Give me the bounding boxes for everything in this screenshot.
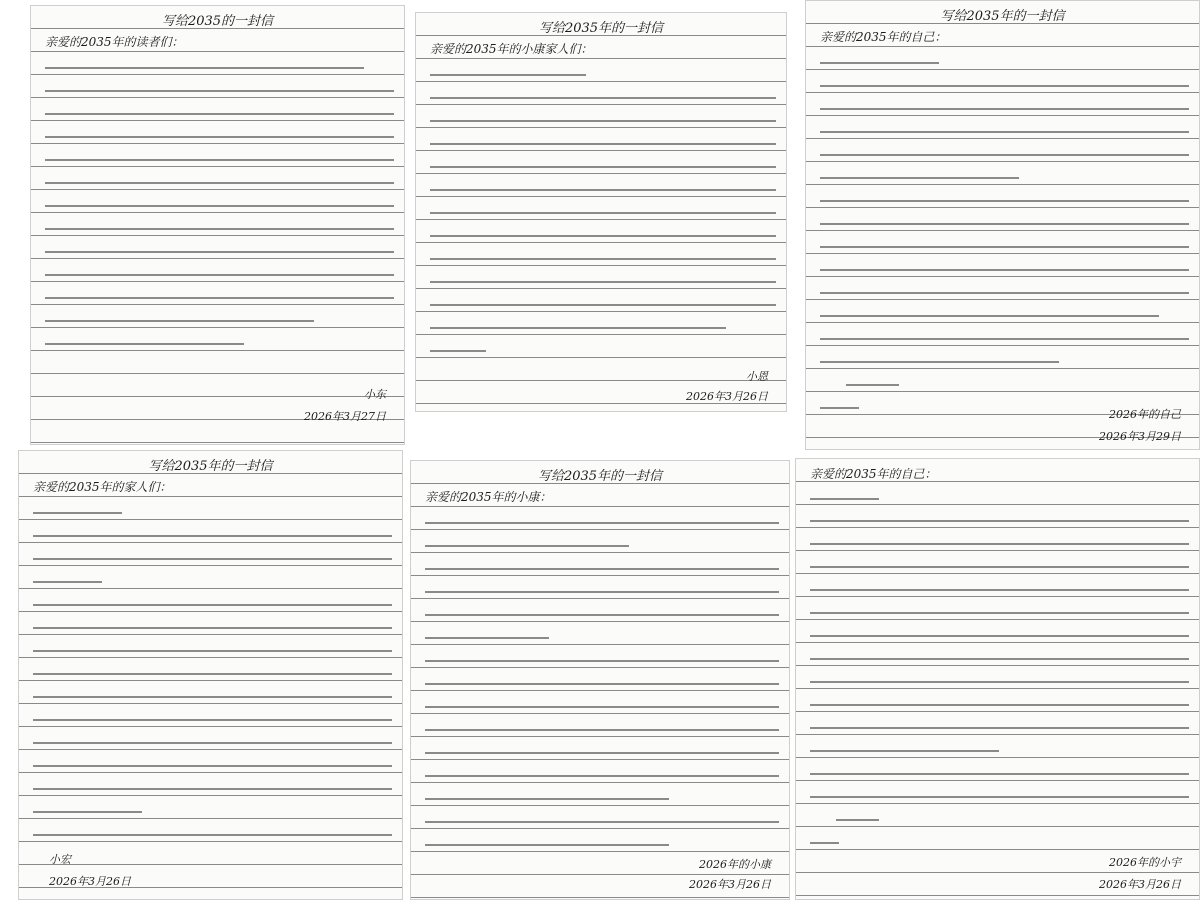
handwritten-line bbox=[425, 743, 779, 754]
handwritten-line bbox=[810, 833, 839, 844]
handwritten-line bbox=[430, 272, 776, 283]
handwritten-line bbox=[820, 191, 1189, 202]
letter-signature: 小东 bbox=[364, 388, 386, 401]
letter-greeting: 亲爱的2035年的自己： bbox=[810, 467, 937, 481]
handwritten-line bbox=[425, 605, 779, 616]
handwritten-line bbox=[33, 779, 392, 790]
letter-greeting: 亲爱的2035年的小康家人们： bbox=[430, 42, 593, 56]
handwritten-line bbox=[33, 526, 392, 537]
handwritten-line bbox=[430, 180, 776, 191]
handwritten-line bbox=[810, 741, 999, 752]
handwritten-line bbox=[45, 58, 364, 69]
handwritten-line bbox=[45, 242, 394, 253]
handwritten-line bbox=[45, 196, 394, 207]
handwritten-line bbox=[820, 122, 1189, 133]
letter-sheet-3 bbox=[805, 0, 1200, 450]
handwritten-line bbox=[33, 549, 392, 560]
letter-signature: 2026年的小康 bbox=[699, 858, 771, 871]
letter-date: 2026年3月29日 bbox=[1099, 430, 1181, 443]
handwritten-line bbox=[430, 111, 776, 122]
handwritten-line bbox=[45, 265, 394, 276]
handwritten-line bbox=[33, 664, 392, 675]
handwritten-line bbox=[45, 150, 394, 161]
handwritten-line bbox=[820, 260, 1189, 271]
handwritten-line bbox=[820, 214, 1189, 225]
letter-sheet-6 bbox=[795, 458, 1200, 900]
letter-sheet-1 bbox=[30, 5, 405, 445]
handwritten-line bbox=[45, 173, 394, 184]
handwritten-line bbox=[430, 203, 776, 214]
handwritten-line bbox=[430, 157, 776, 168]
letter-signature: 小宏 bbox=[49, 853, 71, 866]
handwritten-line bbox=[810, 649, 1189, 660]
handwritten-line bbox=[425, 766, 779, 777]
handwritten-line bbox=[820, 237, 1189, 248]
handwritten-line bbox=[45, 81, 394, 92]
handwritten-line bbox=[45, 127, 394, 138]
handwritten-line bbox=[425, 651, 779, 662]
handwritten-line bbox=[430, 318, 726, 329]
handwritten-line bbox=[430, 134, 776, 145]
letter-date: 2026年3月27日 bbox=[304, 410, 386, 423]
handwritten-line bbox=[820, 398, 859, 409]
handwritten-line bbox=[810, 489, 879, 500]
letter-greeting: 亲爱的2035年的家人们： bbox=[33, 480, 172, 494]
handwritten-line bbox=[820, 145, 1189, 156]
handwritten-line bbox=[45, 288, 394, 299]
handwritten-line bbox=[430, 341, 486, 352]
handwritten-line bbox=[425, 812, 779, 823]
handwritten-line bbox=[425, 559, 779, 570]
handwritten-line bbox=[810, 787, 1189, 798]
handwritten-line bbox=[430, 249, 776, 260]
handwritten-line bbox=[820, 329, 1189, 340]
handwritten-line bbox=[836, 810, 879, 821]
handwritten-line bbox=[810, 557, 1189, 568]
letter-date: 2026年3月26日 bbox=[1099, 878, 1181, 891]
handwritten-line bbox=[820, 53, 939, 64]
handwritten-line bbox=[425, 697, 779, 708]
handwritten-line bbox=[820, 76, 1189, 87]
handwritten-line bbox=[425, 720, 779, 731]
letter-sheet-4 bbox=[18, 450, 403, 900]
handwritten-line bbox=[33, 687, 392, 698]
handwritten-line bbox=[810, 603, 1189, 614]
handwritten-line bbox=[33, 825, 392, 836]
letter-date: 2026年3月26日 bbox=[689, 878, 771, 891]
letter-title: 写给2035年的一封信 bbox=[940, 9, 1065, 24]
handwritten-line bbox=[846, 375, 899, 386]
letter-date: 2026年3月26日 bbox=[686, 390, 768, 403]
handwritten-line bbox=[810, 672, 1189, 683]
handwritten-line bbox=[810, 580, 1189, 591]
handwritten-line bbox=[425, 536, 629, 547]
handwritten-line bbox=[810, 764, 1189, 775]
handwritten-line bbox=[33, 595, 392, 606]
handwritten-line bbox=[820, 99, 1189, 110]
handwritten-line bbox=[33, 710, 392, 721]
handwritten-line bbox=[45, 104, 394, 115]
handwritten-line bbox=[820, 352, 1059, 363]
letter-title: 写给2035年的一封信 bbox=[538, 21, 664, 36]
handwritten-line bbox=[425, 582, 779, 593]
handwritten-line bbox=[33, 572, 102, 583]
handwritten-line bbox=[820, 168, 1019, 179]
handwritten-line bbox=[425, 674, 779, 685]
letter-sheet-5 bbox=[410, 460, 790, 900]
letter-greeting: 亲爱的2035年的自己： bbox=[820, 30, 947, 44]
handwritten-line bbox=[425, 628, 549, 639]
handwritten-line bbox=[45, 219, 394, 230]
letter-title: 写给2035年的一封信 bbox=[537, 469, 663, 484]
handwritten-line bbox=[810, 534, 1189, 545]
letter-greeting: 亲爱的2035年的读者们： bbox=[45, 35, 184, 49]
letter-signature: 2026年的小宇 bbox=[1109, 856, 1181, 869]
letter-greeting: 亲爱的2035年的小康： bbox=[425, 490, 552, 504]
handwritten-line bbox=[820, 283, 1189, 294]
letter-title: 写给2035的一封信 bbox=[161, 14, 274, 29]
handwritten-line bbox=[430, 295, 776, 306]
handwritten-line bbox=[33, 733, 392, 744]
handwritten-line bbox=[33, 802, 142, 813]
handwritten-line bbox=[33, 503, 122, 514]
letter-date: 2026年3月26日 bbox=[49, 875, 131, 888]
handwritten-line bbox=[820, 306, 1159, 317]
handwritten-line bbox=[33, 756, 392, 767]
handwritten-line bbox=[810, 626, 1189, 637]
letter-title: 写给2035年的一封信 bbox=[148, 459, 273, 474]
handwritten-line bbox=[425, 789, 669, 800]
handwritten-line bbox=[810, 695, 1189, 706]
handwritten-line bbox=[430, 65, 586, 76]
handwritten-line bbox=[430, 88, 776, 99]
letter-sheet-2 bbox=[415, 12, 787, 412]
handwritten-line bbox=[33, 618, 392, 629]
handwritten-line bbox=[430, 226, 776, 237]
handwritten-line bbox=[810, 718, 1189, 729]
handwritten-line bbox=[425, 513, 779, 524]
handwritten-line bbox=[45, 311, 314, 322]
handwritten-line bbox=[425, 835, 669, 846]
letter-signature: 2026年的自己 bbox=[1109, 408, 1181, 421]
letter-signature: 小恩 bbox=[746, 370, 768, 383]
handwritten-line bbox=[33, 641, 392, 652]
handwritten-line bbox=[810, 511, 1189, 522]
handwritten-line bbox=[45, 334, 244, 345]
